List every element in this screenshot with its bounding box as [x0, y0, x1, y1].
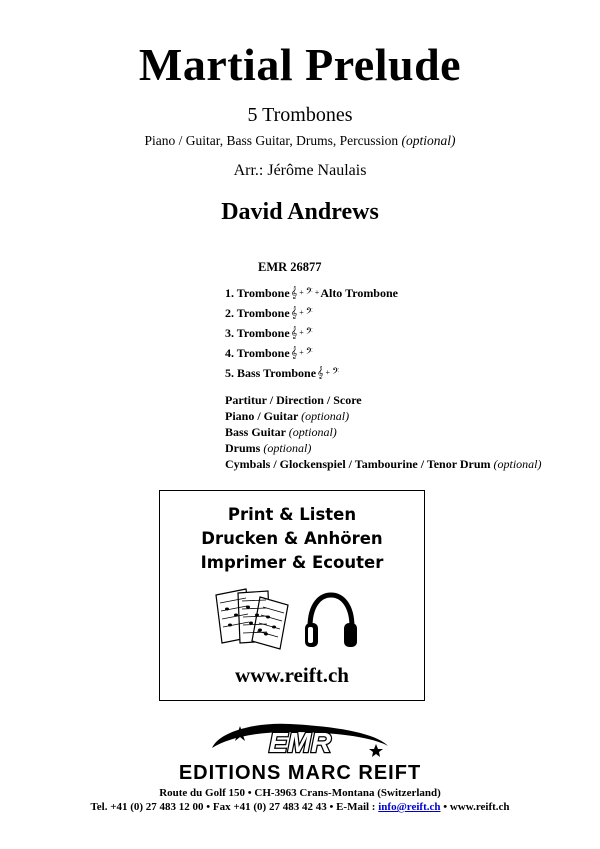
promo-line-english: Print & Listen — [227, 505, 357, 524]
bass-clef-icon: 𝄢 — [305, 286, 313, 299]
arranger: Arr.: Jérôme Naulais — [233, 162, 367, 179]
plus-icon: + — [299, 288, 304, 297]
extra-row — [225, 424, 542, 440]
part-label: 5. Bass Trombone — [225, 366, 317, 380]
part-label: 2. Trombone — [225, 306, 290, 320]
part-row — [225, 283, 398, 303]
subtitle: 5 Trombones — [247, 104, 353, 126]
logo-mark: EMR — [268, 727, 332, 758]
extra-label: Bass Guitar — [225, 425, 286, 439]
page-title: Martial Prelude — [138, 39, 462, 90]
instrumentation-optional: (optional) — [401, 133, 456, 148]
headphones-icon — [302, 591, 360, 653]
part-row — [225, 343, 398, 363]
instrumentation-text: Piano / Guitar, Bass Guitar, Drums, Percussion — [144, 133, 399, 148]
part-suffix: Alto Trombone — [320, 286, 398, 300]
catalog-number: EMR 26877 — [258, 260, 322, 274]
print-listen-box — [159, 490, 425, 701]
bass-clef-icon: 𝄢 — [305, 326, 313, 339]
extra-optional: (optional) — [288, 425, 337, 439]
part-row — [225, 303, 398, 323]
treble-clef-icon: 𝄞 — [290, 346, 298, 359]
treble-clef-icon: 𝄞 — [290, 286, 298, 299]
plus-icon: + — [314, 288, 320, 297]
promo-line-french: Imprimer & Ecouter — [200, 553, 384, 572]
footer-contact-suffix: • www.reift.ch — [443, 801, 510, 813]
extra-row — [225, 392, 542, 408]
email-link[interactable]: info@reift.ch — [378, 801, 441, 813]
composer: David Andrews — [221, 199, 379, 225]
promo-line-german: Drucken & Anhören — [201, 529, 383, 548]
extra-label: Partitur / Direction / Score — [225, 393, 362, 407]
plus-icon: + — [325, 368, 331, 377]
parts-list — [225, 283, 398, 383]
footer-contact — [0, 801, 600, 813]
treble-clef-icon: 𝄞 — [290, 306, 298, 319]
part-row — [225, 323, 398, 343]
footer-address: Route du Golf 150 • CH-3963 Crans-Montana (Switzerland) — [159, 787, 441, 799]
website-url[interactable]: www.reift.ch — [235, 663, 349, 687]
plus-icon: + — [299, 328, 304, 337]
plus-icon: + — [299, 348, 304, 357]
part-label: 4. Trombone — [225, 346, 290, 360]
extra-label: Cymbals / Glockenspiel / Tambourine / Tenor Drum — [225, 457, 491, 471]
plus-icon: + — [299, 308, 304, 317]
bass-clef-icon: 𝄢 — [305, 306, 313, 319]
logo-name: EDITIONS MARC REIFT — [178, 762, 422, 784]
part-row — [225, 363, 398, 383]
part-label: 3. Trombone — [225, 326, 290, 340]
extra-parts-list — [225, 392, 542, 472]
treble-clef-icon: 𝄞 — [290, 326, 298, 339]
extra-optional: (optional) — [263, 441, 312, 455]
extra-optional: (optional) — [493, 457, 542, 471]
extra-row — [225, 408, 542, 424]
part-label: 1. Trombone — [225, 286, 290, 300]
extra-row — [225, 440, 542, 456]
instrumentation — [0, 133, 600, 149]
extra-label: Piano / Guitar — [225, 409, 299, 423]
extra-row — [225, 456, 542, 472]
extra-label: Drums — [225, 441, 261, 455]
extra-optional: (optional) — [301, 409, 350, 423]
emr-logo — [150, 718, 450, 784]
sheet-music-icon — [210, 585, 294, 651]
bass-clef-icon: 𝄢 — [305, 346, 313, 359]
treble-clef-icon: 𝄞 — [317, 366, 324, 379]
bass-clef-icon: 𝄢 — [332, 366, 340, 379]
footer-contact-prefix: Tel. +41 (0) 27 483 12 00 • Fax +41 (0) 27 483 42 43 • E-Mail : — [90, 801, 376, 813]
